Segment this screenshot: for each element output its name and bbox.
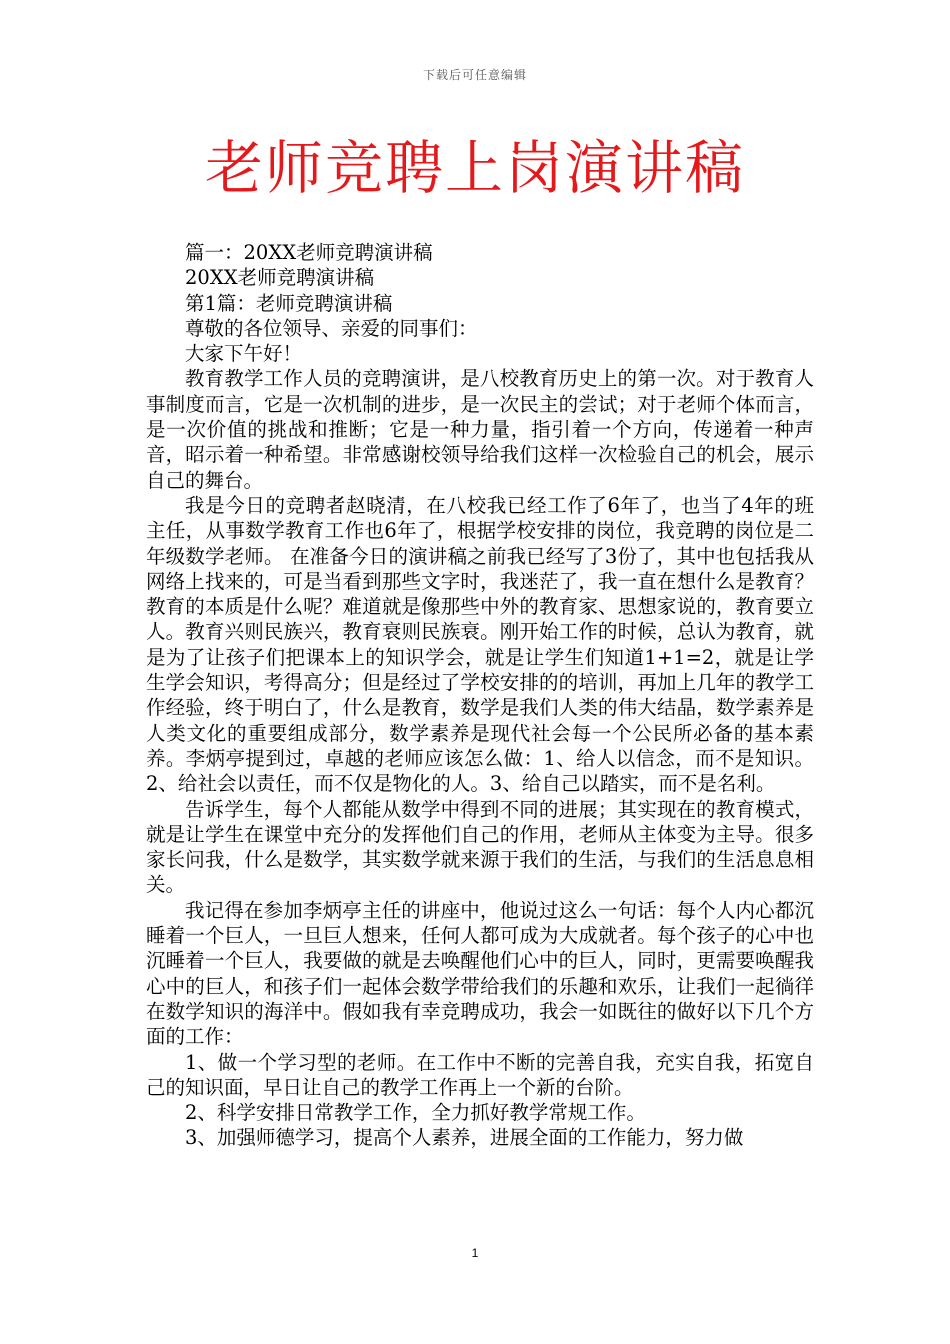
paragraph: 20XX老师竞聘演讲稿 <box>185 266 375 290</box>
paragraph: 1、做一个学习型的老师。在工作中不断的完善自我，充实自我，拓宽自己的知识面，早日让自己的教学工作再上一个新的台阶。 <box>146 1050 814 1099</box>
paragraph: 我是今日的竞聘者赵晓清，在八校我已经工作了6年了，也当了4年的班主任，从事数学教育工作也6年了，根据学校安排的岗位，我竞聘的岗位是二年级数学老师。 在准备今日的演讲稿之前我已经写了3份了，其中也包括我从网络上找来的，可是当看到那些文字时，我迷茫了，我一直在想什么是教育？教育的本质是什么呢？难道就是像那些中外的教育家、思想家说的，教育要立人。教育兴则民族兴，教育衰则民族衰。刚开始工作的时候，总认为教育，就是为了让孩子们把课本上的知识学会，就是让学生们知道1+1=2，就是让学生学会知识，考得高分；但是经过了学校安排的的培训，再加上几年的教学工作经验，终于明白了，什么是教育，数学是我们人类的伟大结晶，数学素养是人类文化的重要组成部分，数学素养是现代社会每一个公民所必备的基本素养。李炳亭提到过，卓越的老师应该怎么做：1、给人以信念，而不是知识。2、给社会以责任，而不仅是物化的人。3、给自己以踏实，而不是名利。 <box>146 493 814 796</box>
paragraph: 2、科学安排日常教学工作，全力抓好教学常规工作。 <box>185 1101 646 1125</box>
page-number: 1 <box>471 1246 479 1260</box>
paragraph: 告诉学生，每个人都能从数学中得到不同的进展；其实现在的教育模式，就是让学生在课堂中充分的发挥他们自己的作用，老师从主体变为主导。很多家长问我，什么是数学，其实数学就来源于我们的生活，与我们的生活息息相关。 <box>146 797 814 897</box>
paragraph: 大家下午好！ <box>185 342 303 366</box>
page-header: 下载后可任意编辑 <box>422 68 527 82</box>
paragraph: 尊敬的各位领导、亲爱的同事们： <box>185 316 478 340</box>
document-title: 老师竞聘上岗演讲稿 <box>204 134 745 202</box>
paragraph: 篇一：20XX老师竞聘演讲稿 <box>185 241 433 264</box>
paragraph: 我记得在参加李炳亭主任的讲座中，他说过这么一句话：每个人内心都沉睡着一个巨人，一旦巨人想来，任何人都可成为大成就者。每个孩子的心中也沉睡着一个巨人，我要做的就是去唤醒他们心中的巨人，同时，更需要唤醒我心中的巨人，和孩子们一起体会数学带给我们的乐趣和欢乐，让我们一起徜徉在数学知识的海洋中。假如我有幸竞聘成功，我会一如既往的做好以下几个方面的工作： <box>146 898 814 1049</box>
document-body <box>146 240 814 1151</box>
paragraph: 教育教学工作人员的竞聘演讲，是八校教育历史上的第一次。对于教育人事制度而言，它是一次机制的进步，是一次民主的尝试；对于老师个体而言，是一次价值的挑战和推断；它是一种力量，指引着一个方向，传递着一种声音，昭示着一种希望。非常感谢校领导给我们这样一次检验自己的机会，展示自己的舞台。 <box>146 367 814 492</box>
paragraph: 3、加强师德学习，提高个人素养，进展全面的工作能力，努力做 <box>185 1126 744 1150</box>
paragraph: 第1篇：老师竞聘演讲稿 <box>185 291 393 315</box>
